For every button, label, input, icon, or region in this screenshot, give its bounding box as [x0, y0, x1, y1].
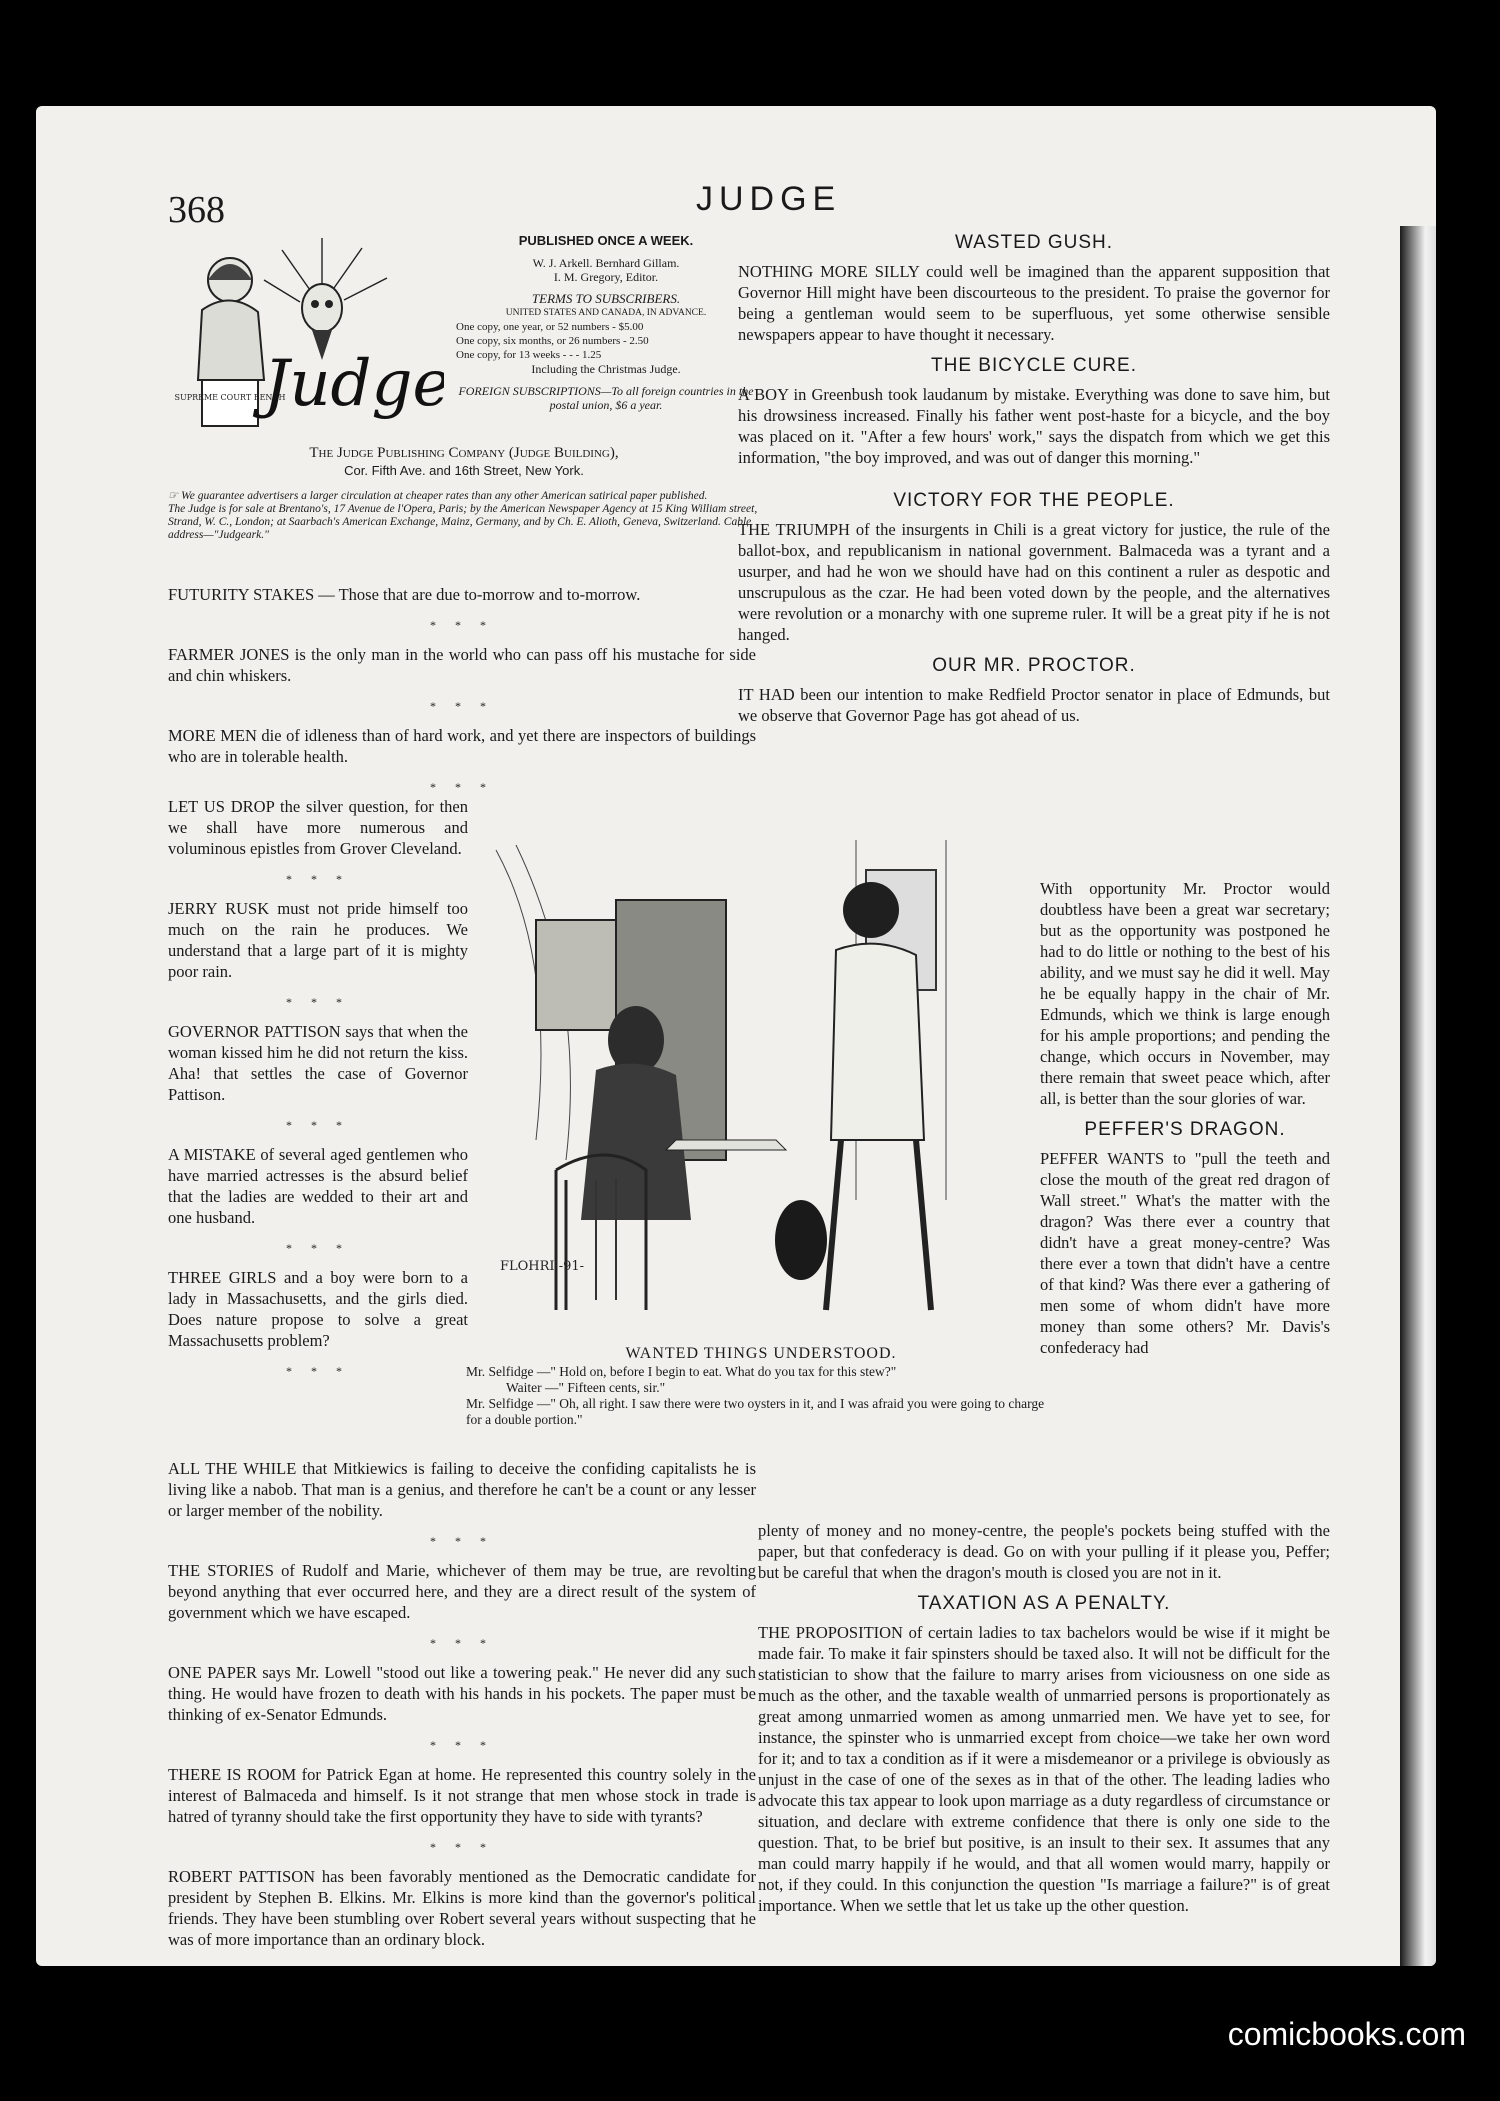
- separator-stars: * * *: [286, 1118, 350, 1132]
- publisher-block: [204, 444, 724, 480]
- paragraph-robert-pattison: ROBERT PATTISON has been favorably mentioned as the Democratic candidate for president by Stephen B. Elkins. Mr. Elkins is more kind than the governor's political friends. They have been stumbling over Robert several years without suspecting that he was of more importance than an ordinary block.: [168, 1867, 756, 1949]
- heading-peffer: PEFFER'S DRAGON.: [1084, 1119, 1286, 1140]
- heading-wasted-gush: WASTED GUSH.: [954, 232, 1114, 253]
- caption-title: WANTED THINGS UNDERSTOOD.: [625, 1345, 897, 1362]
- article-bicycle-cure: A BOY in Greenbush took laudanum by mistake. Everything was done to save him, but his drowsiness increased. Finally his father went post-haste for a bicycle, and the boy was placed on it. "After a few hours' work," says the dispatch from which we get this information, "the boy improved, and was out of danger this morning.": [738, 385, 1330, 467]
- paragraph-jerry-rusk: JERRY RUSK must not pride himself too much on the rain he produces. We understand that a large part of it is mighty poor rain.: [168, 899, 468, 981]
- pub-editor: I. M. Gregory, Editor.: [553, 270, 659, 284]
- notice-sales: The Judge is for sale at Brentano's, 17 Avenue de l'Opera, Paris; by the American Newspaper Agency at 15 King William street, Strand, W. C., London; at Saarbach's American Exchange, Mainz, Germany, and by Ch. E. Alioth, Geneva, Switzerland. Cable address—"Judgeark.": [168, 503, 758, 541]
- separator-stars: * * *: [430, 1534, 494, 1548]
- heading-victory: VICTORY FOR THE PEOPLE.: [893, 490, 1175, 511]
- rate-line: One copy, one year, or 52 numbers - $5.00: [456, 321, 644, 333]
- separator-stars: * * *: [430, 780, 494, 794]
- rate-note: Including the Christmas Judge.: [531, 362, 681, 376]
- article-victory: THE TRIUMPH of the insurgents in Chili is a great victory for justice, the rule of the ballot-box, and republicanism in national government. Balmaceda was a tyrant and a usurper, and had he won we should have had on this continent a ruler as despotic and unscrupulous as the czar. He had been voted down by the people, and the alternatives were revolution or a monarchy with one supreme ruler. It will be a great pity if he is not hanged.: [738, 520, 1330, 644]
- rate-line: One copy, for 13 weeks - - - 1.25: [456, 349, 602, 361]
- article-proctor-intro: IT HAD been our intention to make Redfield Proctor senator in place of Edmunds, but we observe that Governor Page has got ahead of us.: [738, 685, 1330, 725]
- publisher-name: The Judge Publishing Company (Judge Building),: [309, 445, 619, 461]
- heading-taxation: TAXATION AS A PENALTY.: [917, 1593, 1171, 1614]
- terms-heading: TERMS TO SUBSCRIBERS.: [531, 291, 681, 306]
- publication-info: [456, 234, 756, 412]
- caption-dialogue-3: Mr. Selfidge —" Oh, all right. I saw there were two oysters in it, and I was afraid you were going to charge for a double portion.": [466, 1396, 1045, 1427]
- article-proctor-body: With opportunity Mr. Proctor would doubtless have been a great war secretary; but as the opportunity was postponed he had to do little or nothing to the best of his ability, and we must say he did it well. May he be equally happy in the chair of Mr. Edmunds, which we think is large enough for his ample proportions; and pending the change, which occurs in November, may there remain that sweet peace which, after all, is better than the sour glories of war.: [1040, 879, 1330, 1108]
- right-column-upper: [738, 224, 1330, 726]
- adjacent-page-edge: [1400, 226, 1436, 1966]
- article-peffer-part2: plenty of money and no money-centre, the people's pockets being stuffed with the paper, but that confederacy is dead. Go on with your pulling if it please you, Peffer; but be careful that when the dragon's mouth is closed you are not in it.: [758, 1521, 1330, 1582]
- notice-guarantee: ☞ We guarantee advertisers a larger circulation at cheaper rates than any other American satirical paper published.: [168, 490, 708, 502]
- separator-stars: * * *: [286, 872, 350, 886]
- article-peffer-part1: PEFFER WANTS to "pull the teeth and close the mouth of the great red dragon of Wall street." What's the matter with the dragon? Was there ever a country that didn't have a great money-centre? Was there ever a town that didn't have a centre of that kind? Was there ever a gathering of men some of whom didn't have more money than some others? Mr. Davis's confederacy had: [1040, 1149, 1330, 1357]
- pub-frequency: PUBLISHED ONCE A WEEK.: [518, 233, 694, 248]
- article-wasted-gush: NOTHING MORE SILLY could well be imagined than the apparent supposition that Governor Hill might have been discourteous to the president. To praise the governor for being a gentleman would seem to be superfluous, yet some otherwise sensible newspapers appear to have thought it necessary.: [738, 262, 1330, 344]
- cartoon-caption: [466, 1346, 1056, 1428]
- paragraph-one-paper: ONE PAPER says Mr. Lowell "stood out like a towering peak." He never did any such thing. He would have frozen to death with his hands in his pockets. The paper must be thinking of ex-Senator Edmunds.: [168, 1663, 756, 1724]
- separator-stars: * * *: [286, 1241, 350, 1255]
- masthead-title: JUDGE: [696, 180, 842, 218]
- watermark-brand: comicbooks.com: [1227, 2016, 1466, 2052]
- foreign-subscriptions: FOREIGN SUBSCRIPTIONS—To all foreign countries in the postal union, $6 a year.: [458, 384, 754, 412]
- artist-signature: FLOHRI -91-: [500, 1259, 585, 1274]
- right-column-lower: [758, 1520, 1330, 1926]
- separator-stars: * * *: [430, 1636, 494, 1650]
- right-column-narrow: [1040, 878, 1330, 1368]
- judge-logo: [172, 230, 444, 440]
- separator-stars: * * *: [430, 618, 494, 632]
- caption-dialogue-2: Waiter —" Fifteen cents, sir.": [506, 1380, 666, 1395]
- paragraph-all-the-while: ALL THE WHILE that Mitkiewics is failing to deceive the confiding capitalists he is living like a nabob. That man is a genius, and therefore he can't be a count or any lesser or larger member of the nobility.: [168, 1459, 756, 1520]
- logo-wordmark: Judge: [263, 347, 444, 421]
- paragraph-futurity: FUTURITY STAKES — Those that are due to-morrow and to-morrow.: [168, 585, 641, 604]
- heading-proctor: OUR MR. PROCTOR.: [932, 655, 1136, 676]
- separator-stars: * * *: [286, 1364, 350, 1378]
- left-column-narrow: [168, 796, 468, 1390]
- paragraph-three-girls: THREE GIRLS and a boy were born to a lady in Massachusetts, and the girls died. Does nature propose to solve a great Massachusetts problem?: [168, 1268, 468, 1350]
- article-taxation: THE PROPOSITION of certain ladies to tax bachelors would be wise if it might be made fair. To make it fair spinsters should be taxed also. It will not be difficult for the statistician to show that the failure to marry arises from viciousness on one side as much as the other, and the taxable wealth of unmarried persons is proportionately as great among unmarried women as among unmarried men. We have yet to see, for instance, the spinster who is unmarried except from choice—we take her own word for it; and to tax a condition as if it were a misdemeanor or a privilege is obviously as unjust in the case of one of the sexes as in that of the other. The leading ladies who advocate this tax appear to look upon marriage as a duty regardless of circumstance or situation, and declare with extreme confidence that there is only one side to the question. That, to be brief but positive, is an insult to their sex. It assumes that any man could marry happily if he would, and that all women would marry, happily or not, if they could. In this conjunction the question "Is marriage a failure?" is of great importance. When we settle that let us take up the other question.: [758, 1623, 1330, 1915]
- judge-logo-drawing: [172, 230, 444, 440]
- publisher-address: Cor. Fifth Ave. and 16th Street, New York.: [344, 463, 584, 478]
- left-column-upper: [168, 584, 756, 806]
- heading-bicycle-cure: THE BICYCLE CURE.: [931, 355, 1137, 376]
- paragraph-farmer-jones: FARMER JONES is the only man in the world who can pass off his mustache for side and chin whiskers.: [168, 645, 756, 685]
- cartoon-illustration: [476, 840, 1036, 1340]
- rate-line: One copy, six months, or 26 numbers - 2.50: [456, 335, 649, 347]
- caption-dialogue-1: Mr. Selfidge —" Hold on, before I begin to eat. What do you tax for this stew?": [466, 1364, 897, 1379]
- separator-stars: * * *: [430, 699, 494, 713]
- pub-staff: W. J. Arkell. Bernhard Gillam.: [532, 256, 680, 270]
- cartoon-drawing: [476, 840, 1036, 1340]
- paragraph-pattison-kiss: GOVERNOR PATTISON says that when the woman kissed him he did not return the kiss. Aha! that settles the case of Governor Pattison.: [168, 1022, 468, 1104]
- paragraph-more-men: MORE MEN die of idleness than of hard work, and yet there are inspectors of buildings who are in tolerable health.: [168, 726, 756, 766]
- paragraph-silver: LET US DROP the silver question, for then we shall have more numerous and voluminous epistles from Grover Cleveland.: [168, 797, 468, 858]
- left-column-lower: [168, 1458, 756, 1960]
- magazine-page: [36, 106, 1436, 1966]
- paragraph-stories: THE STORIES of Rudolf and Marie, whichever of them may be true, are revolting beyond anything that ever occurred here, and they are a direct result of the system of government which we have escaped.: [168, 1561, 756, 1622]
- separator-stars: * * *: [430, 1840, 494, 1854]
- separator-stars: * * *: [286, 995, 350, 1009]
- paragraph-room: THERE IS ROOM for Patrick Egan at home. He represented this country solely in the interest of Balmaceda and himself. Is it not strange that men whose stock in trade is hatred of tyranny should take the first opportunity they have to side with tyrants?: [168, 1765, 756, 1826]
- logo-sign: SUPREME COURT BENCH: [174, 393, 286, 402]
- separator-stars: * * *: [430, 1738, 494, 1752]
- paragraph-mistake: A MISTAKE of several aged gentlemen who have married actresses is the absurd belief that the ladies are wedded to their art and one husband.: [168, 1145, 468, 1227]
- terms-region: UNITED STATES AND CANADA, IN ADVANCE.: [505, 308, 707, 318]
- page-number: 368: [168, 189, 225, 231]
- advertiser-notice: [168, 490, 758, 542]
